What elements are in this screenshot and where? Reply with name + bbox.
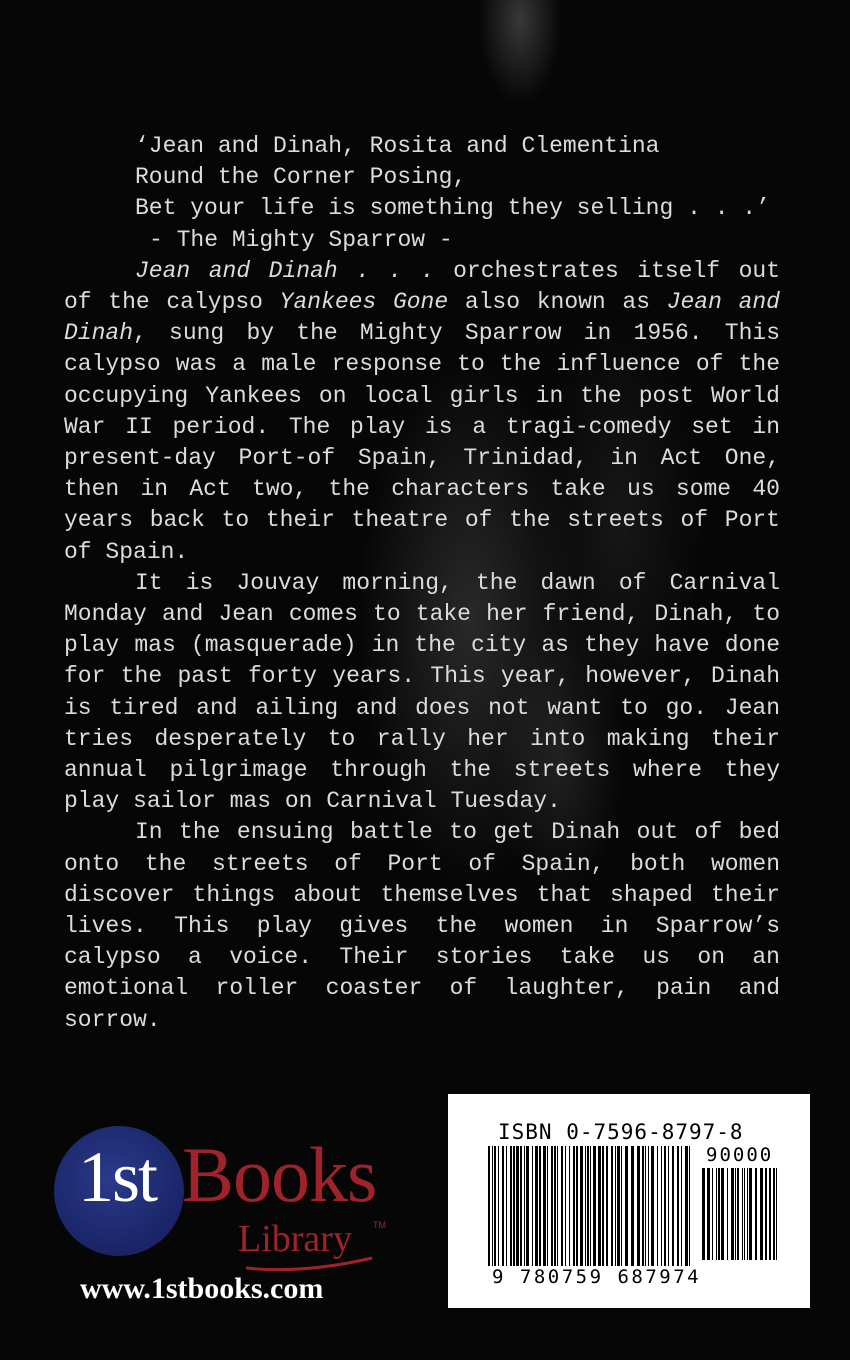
publisher-website: www.1stbooks.com bbox=[80, 1272, 324, 1305]
ean-digits: 9 780759 687974 bbox=[492, 1266, 702, 1288]
publisher-logo bbox=[54, 1118, 414, 1278]
blurb bbox=[64, 131, 780, 1036]
isbn-label: ISBN 0-7596-8797-8 bbox=[498, 1120, 744, 1144]
paragraph-1-text-c: , sung by the Mighty Sparrow in 1956. This calypso was a male response to the influence of the occupying Yankees on local girls in the post World War II period. The play is a tragi-comedy set in present-day Port-of Spain, Trinidad, in Act One, then in Act two, the characters take us some 40 years back to their theatre of the streets of Port of Spain. bbox=[64, 320, 780, 565]
play-title: Jean and Dinah . . . bbox=[135, 257, 435, 284]
logo-1st: 1st bbox=[78, 1137, 157, 1217]
verse-line-1: ‘Jean and Dinah, Rosita and Clementina bbox=[135, 133, 660, 159]
isbn-barcode bbox=[448, 1094, 810, 1308]
paragraph-1 bbox=[64, 256, 780, 568]
verse-line-3: Bet your life is something they selling . . .’ bbox=[135, 195, 770, 222]
song-alt-title: Jean and Dinah bbox=[64, 289, 780, 347]
price-barcode-bars bbox=[702, 1168, 782, 1260]
logo-books: Books bbox=[182, 1131, 377, 1218]
ean-barcode-bars bbox=[488, 1146, 694, 1266]
verse-attribution: - The Mighty Sparrow - bbox=[149, 226, 453, 253]
verse-line-2: Round the Corner Posing, bbox=[135, 164, 467, 191]
logo-trademark: TM bbox=[373, 1220, 386, 1230]
logo-library: Library bbox=[238, 1218, 352, 1260]
paragraph-2: It is Jouvay morning, the dawn of Carnival Monday and Jean comes to take her friend, Dinah, to play mas (masquerade) in the city as they have done for the past forty years. This year, however, Dinah is tired and ailing and does not want to go. Jean tries desperately to rally her into making their annual pilgrimage through the streets where they play sailor mas on Carnival Tuesday. bbox=[64, 569, 780, 815]
paragraph-1-text-b: also known as bbox=[448, 289, 667, 316]
paragraph-3: In the ensuing battle to get Dinah out of bed onto the streets of Port of Spain, both women discover things about themselves that shaped their lives. This play gives the women in Sparrow’s calypso a voice. Their stories take us on an emotional roller coaster of laughter, pain and sorrow. bbox=[64, 819, 780, 1033]
price-code: 90000 bbox=[706, 1144, 774, 1166]
paragraph-1-text-a: orchestrates itself out of the calypso bbox=[64, 257, 780, 316]
song-title: Yankees Gone bbox=[279, 289, 449, 316]
